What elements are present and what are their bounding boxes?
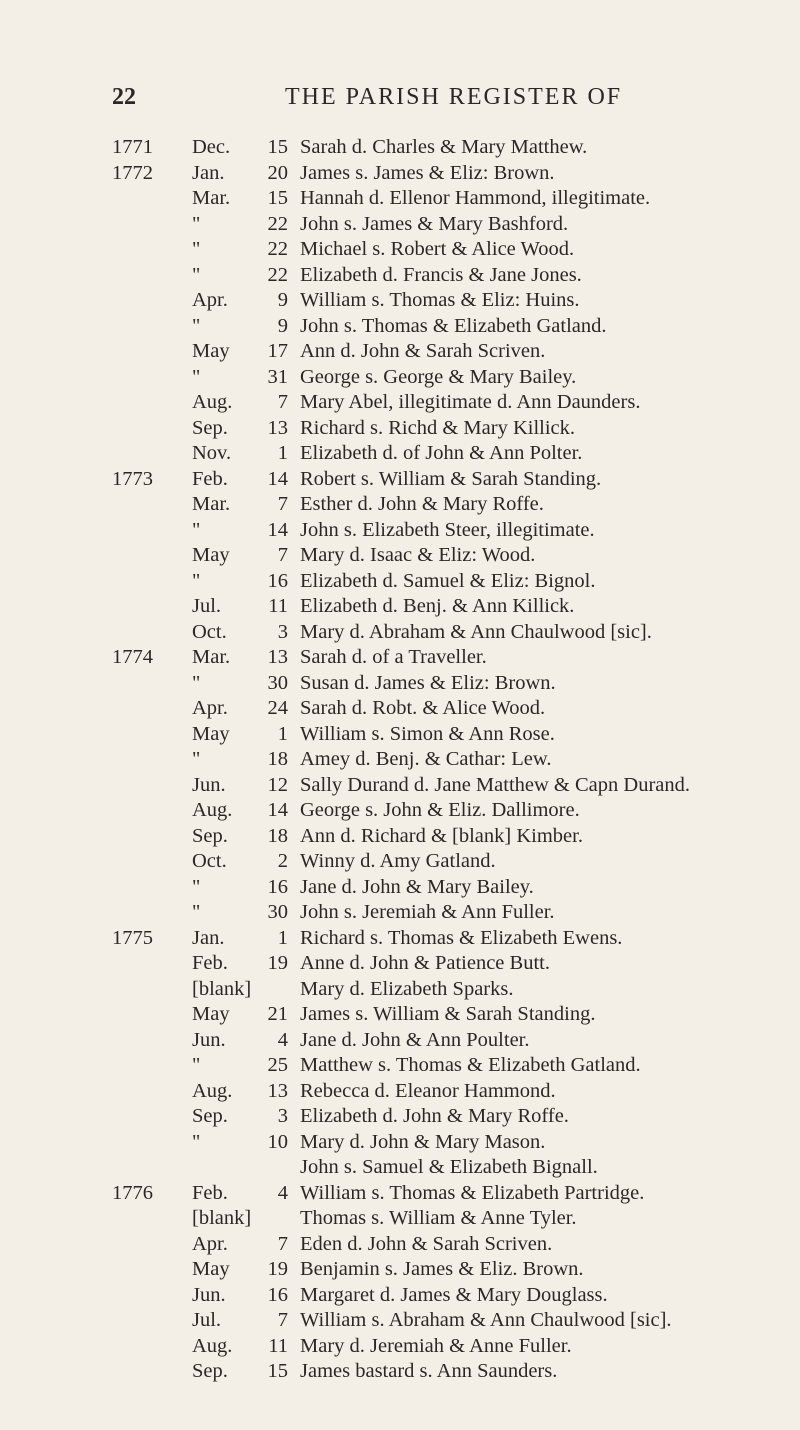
- entry-month: Mar.: [192, 493, 231, 515]
- entry-day: 11: [268, 595, 288, 617]
- register-entry-row: [0, 390, 800, 416]
- entry-month: Jun.: [192, 1028, 226, 1051]
- entry-text: James s. James & Eliz: Brown.: [300, 161, 555, 184]
- entry-month: ": [192, 238, 201, 260]
- entry-text: Thomas s. William & Anne Tyler.: [300, 1207, 577, 1229]
- entry-month: Jun.: [192, 1283, 226, 1306]
- register-entry-row: [0, 1028, 800, 1054]
- register-entry-row: [0, 339, 800, 365]
- entry-day: 18: [267, 748, 288, 770]
- entry-month: May: [192, 722, 230, 745]
- register-entry-row: [0, 620, 800, 646]
- register-entry-row: [0, 1053, 800, 1079]
- entry-month: Nov.: [192, 442, 232, 464]
- entry-text: Mary d. Isaac & Eliz: Wood.: [300, 544, 536, 566]
- entry-text: Mary d. Elizabeth Sparks.: [300, 977, 514, 1000]
- entry-month: Mar.: [192, 646, 231, 668]
- entry-text: Ann d. John & Sarah Scriven.: [300, 340, 546, 362]
- entry-text: Elizabeth d. John & Mary Roffe.: [300, 1105, 569, 1127]
- entry-month: Feb.: [192, 952, 228, 974]
- entry-month: Sep.: [192, 1360, 228, 1382]
- register-entries: [0, 135, 800, 1385]
- register-entry-row: [0, 212, 800, 238]
- entry-text: Jane d. John & Ann Poulter.: [300, 1028, 530, 1051]
- entry-day: 1: [277, 442, 288, 464]
- entry-text: Richard s. Richd & Mary Killick.: [300, 416, 575, 439]
- entry-day: 7: [277, 1232, 288, 1255]
- entry-month: Sep.: [192, 824, 228, 847]
- entry-month: ": [192, 748, 201, 770]
- entry-text: Robert s. William & Sarah Standing.: [300, 467, 602, 490]
- entry-day: 3: [277, 1105, 288, 1127]
- entry-day: 3: [277, 620, 288, 643]
- register-entry-row: [0, 135, 800, 161]
- entry-month: ": [192, 875, 201, 898]
- entry-text: Eden d. John & Sarah Scriven.: [300, 1232, 553, 1255]
- register-entry-row: [0, 314, 800, 340]
- register-entry-row: [0, 1206, 800, 1232]
- entry-text: John s. James & Mary Bashford.: [300, 212, 569, 235]
- register-entry-row: [0, 1232, 800, 1258]
- entry-day: 9: [277, 314, 288, 337]
- entry-day: 15: [267, 187, 288, 209]
- entry-year: 1772: [112, 161, 153, 184]
- entry-text: Mary d. Abraham & Ann Chaulwood [sic].: [300, 620, 652, 643]
- register-entry-row: [0, 161, 800, 187]
- register-entry-row: [0, 288, 800, 314]
- register-entry-row: [0, 1002, 800, 1028]
- entry-text: James bastard s. Ann Saunders.: [300, 1360, 558, 1382]
- entry-month: Feb.: [192, 1181, 228, 1204]
- register-entry-row: [0, 1155, 800, 1181]
- entry-day: 13: [267, 646, 288, 668]
- register-entry-row: [0, 237, 800, 263]
- entry-day: 7: [277, 493, 288, 515]
- entry-day: 25: [267, 1054, 288, 1076]
- entry-year: 1771: [112, 136, 153, 158]
- register-entry-row: [0, 722, 800, 748]
- entry-text: Anne d. John & Patience Butt.: [300, 952, 550, 974]
- entry-text: Sarah d. of a Traveller.: [300, 646, 487, 668]
- page-header: [0, 84, 800, 124]
- entry-month: Aug.: [192, 1334, 233, 1357]
- entry-day: 7: [277, 1309, 288, 1331]
- entry-text: William s. Abraham & Ann Chaulwood [sic].: [300, 1309, 672, 1331]
- entry-day: 13: [267, 416, 288, 439]
- entry-day: 15: [267, 136, 288, 158]
- entry-month: May: [192, 1003, 230, 1025]
- entry-day: 10: [267, 1130, 288, 1153]
- entry-month: ": [192, 365, 201, 388]
- entry-text: Mary d. John & Mary Mason.: [300, 1130, 546, 1153]
- entry-month: ": [192, 671, 201, 694]
- register-entry-row: [0, 518, 800, 544]
- entry-month: Dec.: [192, 136, 231, 158]
- entry-day: 22: [267, 238, 288, 260]
- register-entry-row: [0, 696, 800, 722]
- entry-month: May: [192, 340, 230, 362]
- entry-text: Ann d. Richard & [blank] Kimber.: [300, 824, 583, 847]
- entry-month: Feb.: [192, 467, 228, 490]
- entry-day: 15: [267, 1360, 288, 1382]
- entry-month: ": [192, 1054, 201, 1076]
- register-entry-row: [0, 951, 800, 977]
- entry-text: William s. Thomas & Elizabeth Partridge.: [300, 1181, 645, 1204]
- entry-day: 4: [277, 1028, 288, 1051]
- entry-month: ": [192, 1130, 201, 1153]
- register-entry-row: [0, 1257, 800, 1283]
- register-entry-row: [0, 747, 800, 773]
- entry-text: James s. William & Sarah Standing.: [300, 1003, 596, 1025]
- register-entry-row: [0, 875, 800, 901]
- entry-text: Matthew s. Thomas & Elizabeth Gatland.: [300, 1054, 641, 1076]
- entry-text: Margaret d. James & Mary Douglass.: [300, 1283, 608, 1306]
- entry-text: Sarah d. Robt. & Alice Wood.: [300, 697, 546, 719]
- entry-day: 1: [277, 722, 288, 745]
- entry-month: Jul.: [192, 1309, 222, 1331]
- entry-day: 22: [267, 212, 288, 235]
- register-entry-row: [0, 1308, 800, 1334]
- entry-month: Apr.: [192, 289, 228, 311]
- entry-month: ": [192, 314, 201, 337]
- entry-day: 17: [267, 340, 288, 362]
- register-entry-row: [0, 441, 800, 467]
- entry-day: 24: [267, 697, 288, 719]
- entry-month: May: [192, 1258, 230, 1280]
- entry-text: Michael s. Robert & Alice Wood.: [300, 238, 575, 260]
- entry-month: Oct.: [192, 620, 227, 643]
- entry-text: Esther d. John & Mary Roffe.: [300, 493, 544, 515]
- entry-day: 14: [267, 467, 288, 490]
- entry-day: 16: [267, 569, 288, 592]
- entry-text: John s. Elizabeth Steer, illegitimate.: [300, 518, 595, 541]
- entry-month: Mar.: [192, 187, 231, 209]
- entry-text: Amey d. Benj. & Cathar: Lew.: [300, 748, 552, 770]
- entry-text: Sally Durand d. Jane Matthew & Capn Durand.: [300, 773, 690, 796]
- entry-text: Sarah d. Charles & Mary Matthew.: [300, 136, 588, 158]
- entry-day: 19: [267, 952, 288, 974]
- entry-month: Jan.: [192, 161, 225, 184]
- entry-month: Aug.: [192, 799, 233, 821]
- entry-day: 14: [267, 518, 288, 541]
- entry-day: 30: [267, 671, 288, 694]
- register-entry-row: [0, 569, 800, 595]
- register-entry-row: [0, 977, 800, 1003]
- register-entry-row: [0, 492, 800, 518]
- entry-day: 20: [267, 161, 288, 184]
- entry-day: 4: [277, 1181, 288, 1204]
- register-entry-row: [0, 1104, 800, 1130]
- entry-month: [blank]: [192, 977, 252, 1000]
- register-entry-row: [0, 1283, 800, 1309]
- entry-day: 18: [267, 824, 288, 847]
- register-entry-row: [0, 1334, 800, 1360]
- entry-text: John s. Jeremiah & Ann Fuller.: [300, 901, 555, 923]
- entry-month: Sep.: [192, 1105, 228, 1127]
- entry-month: Jun.: [192, 773, 226, 796]
- entry-day: 13: [267, 1079, 288, 1102]
- entry-day: 11: [268, 1334, 288, 1357]
- entry-text: John s. Thomas & Elizabeth Gatland.: [300, 314, 607, 337]
- entry-text: Mary d. Jeremiah & Anne Fuller.: [300, 1334, 572, 1357]
- register-entry-row: [0, 798, 800, 824]
- register-entry-row: [0, 365, 800, 391]
- register-entry-row: [0, 416, 800, 442]
- entry-day: 30: [267, 901, 288, 923]
- entry-text: Richard s. Thomas & Elizabeth Ewens.: [300, 926, 623, 949]
- page-number: 22: [112, 84, 136, 110]
- entry-text: John s. Samuel & Elizabeth Bignall.: [300, 1156, 598, 1178]
- entry-month: ": [192, 263, 201, 286]
- entry-month: Apr.: [192, 1232, 228, 1255]
- entry-text: Mary Abel, illegitimate d. Ann Daunders.: [300, 391, 641, 413]
- entry-month: ": [192, 901, 201, 923]
- register-entry-row: [0, 671, 800, 697]
- entry-year: 1775: [112, 926, 153, 949]
- register-entry-row: [0, 645, 800, 671]
- entry-month: ": [192, 569, 201, 592]
- entry-year: 1776: [112, 1181, 153, 1204]
- register-entry-row: [0, 926, 800, 952]
- entry-day: 7: [277, 544, 288, 566]
- register-entry-row: [0, 467, 800, 493]
- register-entry-row: [0, 1130, 800, 1156]
- entry-text: Rebecca d. Eleanor Hammond.: [300, 1079, 556, 1102]
- entry-year: 1773: [112, 467, 153, 490]
- entry-month: Aug.: [192, 1079, 233, 1102]
- entry-text: Winny d. Amy Gatland.: [300, 850, 496, 872]
- entry-month: Sep.: [192, 416, 228, 439]
- entry-text: Elizabeth d. of John & Ann Polter.: [300, 442, 583, 464]
- entry-month: ": [192, 212, 201, 235]
- entry-text: George s. George & Mary Bailey.: [300, 365, 577, 388]
- entry-text: Hannah d. Ellenor Hammond, illegitimate.: [300, 187, 651, 209]
- entry-text: Elizabeth d. Francis & Jane Jones.: [300, 263, 582, 286]
- entry-day: 12: [267, 773, 288, 796]
- entry-day: 1: [277, 926, 288, 949]
- register-entry-row: [0, 594, 800, 620]
- register-entry-row: [0, 900, 800, 926]
- entry-text: Elizabeth d. Samuel & Eliz: Bignol.: [300, 569, 596, 592]
- register-entry-row: [0, 1359, 800, 1385]
- register-entry-row: [0, 849, 800, 875]
- entry-month: ": [192, 518, 201, 541]
- entry-month: [blank]: [192, 1207, 252, 1229]
- entry-month: Oct.: [192, 850, 227, 872]
- entry-text: George s. John & Eliz. Dallimore.: [300, 799, 580, 821]
- register-entry-row: [0, 543, 800, 569]
- entry-month: May: [192, 544, 230, 566]
- entry-day: 16: [267, 875, 288, 898]
- entry-day: 16: [267, 1283, 288, 1306]
- entry-day: 9: [277, 289, 288, 311]
- running-title: THE PARISH REGISTER OF: [285, 84, 623, 110]
- entry-year: 1774: [112, 646, 153, 668]
- register-entry-row: [0, 773, 800, 799]
- entry-text: Susan d. James & Eliz: Brown.: [300, 671, 556, 694]
- entry-day: 21: [267, 1003, 288, 1025]
- entry-text: Elizabeth d. Benj. & Ann Killick.: [300, 595, 575, 617]
- entry-text: Jane d. John & Mary Bailey.: [300, 875, 534, 898]
- entry-day: 2: [277, 850, 288, 872]
- entry-text: William s. Simon & Ann Rose.: [300, 722, 555, 745]
- entry-day: 22: [267, 263, 288, 286]
- register-entry-row: [0, 1079, 800, 1105]
- entry-text: Benjamin s. James & Eliz. Brown.: [300, 1258, 584, 1280]
- entry-text: William s. Thomas & Eliz: Huins.: [300, 289, 580, 311]
- entry-month: Apr.: [192, 697, 228, 719]
- register-entry-row: [0, 263, 800, 289]
- entry-month: Jan.: [192, 926, 225, 949]
- entry-month: Aug.: [192, 391, 233, 413]
- register-entry-row: [0, 824, 800, 850]
- entry-month: Jul.: [192, 595, 222, 617]
- entry-day: 14: [267, 799, 288, 821]
- entry-day: 7: [277, 391, 288, 413]
- register-entry-row: [0, 186, 800, 212]
- entry-day: 31: [267, 365, 288, 388]
- entry-day: 19: [267, 1258, 288, 1280]
- register-entry-row: [0, 1181, 800, 1207]
